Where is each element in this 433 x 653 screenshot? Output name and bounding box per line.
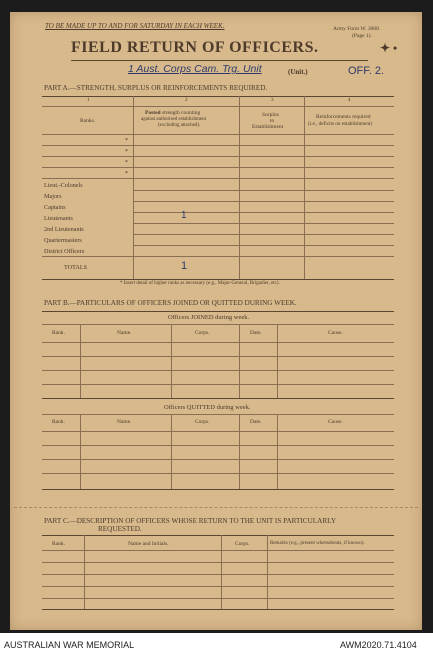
part-c-col-remarks: Remarks (e.g., present whereabouts, if known). <box>270 541 365 546</box>
star-1: * <box>125 138 128 144</box>
col-number-3: 3 <box>271 98 274 103</box>
footer-source: AUSTRALIAN WAR MEMORIAL <box>4 640 135 650</box>
title-underline <box>71 60 368 61</box>
part-a-bottom-rule <box>42 279 394 280</box>
joined-vline-4 <box>277 324 278 398</box>
quitted-row-line <box>42 445 394 446</box>
instruction-text: TO BE MADE UP TO AND FOR SATURDAY IN EACH WEEK. <box>45 22 225 30</box>
part-c-heading-2: REQUESTED. <box>98 525 142 533</box>
joined-vline-3 <box>239 324 240 398</box>
header-posted-rest: strength counting <box>161 110 201 116</box>
quitted-col-cause: Cause. <box>328 419 343 425</box>
quitted-title: Officers QUITTED during week. <box>164 404 251 411</box>
joined-title: Officers JOINED during week. <box>168 314 250 321</box>
part-c-row-line <box>42 586 394 587</box>
part-a-header-bottom <box>42 134 394 135</box>
joined-col-date: Date. <box>250 330 262 336</box>
part-c-col-name: Name and Initials. <box>128 541 169 547</box>
rank-majors: Majors <box>44 193 62 200</box>
part-a-footnote: * Insert detail of higher ranks as necessary (e.g., Major-General, Brigadier, etc). <box>120 281 280 286</box>
header-posted <box>145 110 200 116</box>
part-c-row-line <box>42 562 394 563</box>
rank-row-line <box>133 234 394 235</box>
footer-accession-number: AWM2020.71.4104 <box>340 640 417 650</box>
rank-row-line <box>42 145 394 146</box>
rank-row-line <box>133 223 394 224</box>
part-a-vline-2 <box>239 96 240 279</box>
unit-handwritten: 1 Aust. Corps Cam. Trg. Unit <box>128 63 262 75</box>
col-number-1: 1 <box>87 98 90 103</box>
document-page <box>10 12 422 630</box>
part-a-heading: PART A.—STRENGTH, SURPLUS OR REINFORCEMENTS REQUIRED. <box>44 84 268 92</box>
part-b-heading: PART B.—PARTICULARS OF OFFICERS JOINED OR QUITTED DURING WEEK. <box>44 299 297 307</box>
rank-2nd-lieutenants: 2nd Lieutenants <box>44 226 84 233</box>
part-c-row-line <box>42 574 394 575</box>
rank-row-line <box>42 156 394 157</box>
joined-col-name: Name. <box>117 330 132 336</box>
col-number-4: 4 <box>348 98 351 103</box>
rank-row-line <box>133 190 394 191</box>
part-c-col-rank: Rank. <box>52 541 65 547</box>
form-title: FIELD RETURN OF OFFICERS. <box>71 39 319 56</box>
rank-lieutenants: Lieutenants <box>44 215 73 222</box>
quitted-col-rank: Rank. <box>52 419 65 425</box>
header-surplus-3: Establishment <box>252 124 284 130</box>
part-a-top-rule <box>42 96 394 97</box>
joined-row-line <box>42 342 394 343</box>
quitted-row-line <box>42 473 394 474</box>
quitted-vline-1 <box>80 414 81 489</box>
quitted-col-date: Date. <box>250 419 262 425</box>
part-c-heading-1: PART C.—DESCRIPTION OF OFFICERS WHOSE RETURN TO THE UNIT IS PARTICULARLY <box>44 517 337 525</box>
header-reinf-1: Reinforcements required <box>316 114 371 120</box>
part-c-top-rule <box>42 535 394 536</box>
part-c-row-line <box>42 598 394 599</box>
star-4: * <box>125 171 128 177</box>
joined-col-rank: Rank. <box>52 330 65 336</box>
header-posted-bold: Posted <box>145 110 161 116</box>
joined-col-corps: Corps. <box>195 330 210 336</box>
rank-row-line <box>42 256 394 257</box>
joined-col-cause: Cause. <box>328 330 343 336</box>
unit-label: (Unit.) <box>288 68 308 76</box>
star-3: * <box>125 160 128 166</box>
quitted-row-line <box>42 459 394 460</box>
header-surplus-1: Surplus <box>262 112 279 118</box>
form-code: OFF. 2. <box>348 65 385 77</box>
quitted-vline-3 <box>239 414 240 489</box>
star-2: * <box>125 149 128 155</box>
joined-row-line <box>42 370 394 371</box>
header-surplus-2: to <box>270 118 275 124</box>
quitted-bottom-rule <box>42 489 394 490</box>
totals-posted-value: 1 <box>181 260 188 272</box>
fold-line <box>14 507 418 508</box>
joined-vline-2 <box>171 324 172 398</box>
lieutenants-posted-value: 1 <box>181 210 187 221</box>
star-mark: ✦ • <box>380 41 398 55</box>
header-posted-line3: (excluding attached). <box>158 123 201 128</box>
part-c-header-rule <box>42 550 394 551</box>
quitted-vline-4 <box>277 414 278 489</box>
quitted-vline-2 <box>171 414 172 489</box>
rank-district-officers: District Officers <box>44 248 85 255</box>
joined-bottom-rule <box>42 398 394 399</box>
part-c-bottom-rule <box>42 609 394 610</box>
army-form-number: Army Form W. 3008. <box>333 26 381 32</box>
header-reinf-2: (i.e., deficits on establishment) <box>308 121 372 127</box>
joined-title-rule <box>42 324 394 325</box>
quitted-row-line <box>42 431 394 432</box>
col-number-2: 2 <box>185 98 188 103</box>
rank-lieut-colonels: Lieut.-Colonels <box>44 182 83 189</box>
col-number-rule <box>42 106 394 107</box>
header-posted-line2: against authorised establishment <box>141 117 206 122</box>
rank-quartermasters: Quartermasters <box>44 237 82 244</box>
joined-row-line <box>42 384 394 385</box>
part-b-top-rule <box>42 311 394 312</box>
rank-row-line <box>133 212 394 213</box>
joined-vline-1 <box>80 324 81 398</box>
part-a-vline-1 <box>133 96 134 279</box>
quitted-col-corps: Corps. <box>195 419 210 425</box>
quitted-col-name: Name. <box>117 419 132 425</box>
rank-captains: Captains <box>44 204 66 211</box>
part-a-vline-3 <box>304 96 305 279</box>
rank-row-line <box>133 201 394 202</box>
header-ranks: Ranks. <box>80 118 96 124</box>
rank-row-line <box>133 245 394 246</box>
rank-row-line <box>42 178 394 179</box>
totals-label: TOTALS <box>64 264 88 271</box>
quitted-title-rule <box>42 414 394 415</box>
part-c-col-corps: Corps. <box>235 541 250 547</box>
rank-row-line <box>42 167 394 168</box>
page-number: (Page 1). <box>352 33 372 39</box>
joined-row-line <box>42 356 394 357</box>
